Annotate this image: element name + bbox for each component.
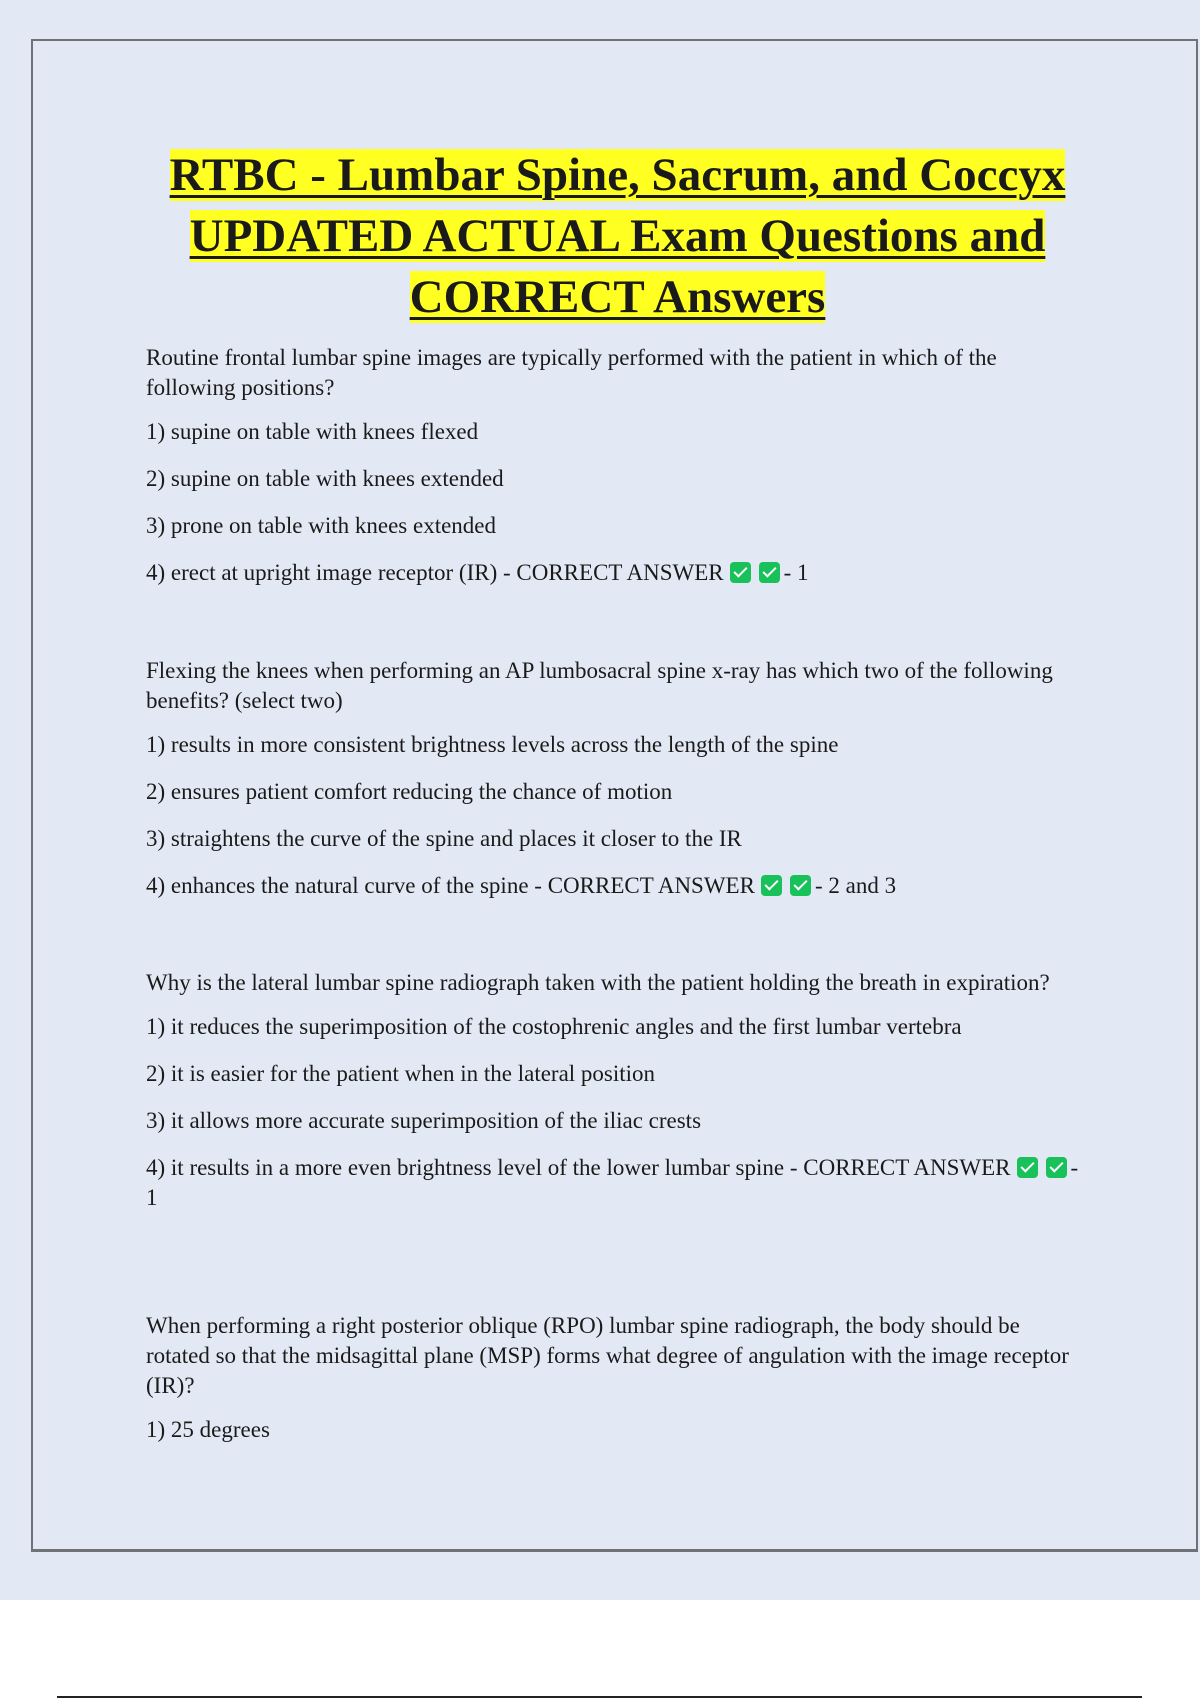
correct-answer-value: - 2 and 3 [814,873,897,898]
green-checkmark-icon [1046,1157,1067,1178]
question-text: Why is the lateral lumbar spine radiograph taken with the patient holding the breath in expiration? [146,970,1050,995]
green-checkmark-icon [730,562,751,583]
option-4-with-answer [146,1153,1086,1213]
option-1: 1) supine on table with knees flexed [146,419,479,444]
question-block-2 [146,656,1086,918]
question-block-1 [146,343,1086,605]
question-text: When performing a right posterior oblique (RPO) lumbar spine radiograph, the body should be rotated so that the midsagittal plane (MSP) forms what degree of angulation with the image receptor (IR)? [146,1313,1069,1398]
question-text: Routine frontal lumbar spine images are typically performed with the patient in which of the following positions? [146,345,997,400]
green-checkmark-icon [759,562,780,583]
question-text: Flexing the knees when performing an AP lumbosacral spine x-ray has which two of the following benefits? (select two) [146,658,1053,713]
correct-answer-value: - 1 [783,560,809,585]
question-block-4 [146,1311,1086,1462]
option-1: 1) 25 degrees [146,1417,270,1442]
correct-answer-value: - 1 [146,1155,1079,1210]
document-title [60,145,1175,328]
green-checkmark-icon [1017,1157,1038,1178]
bottom-divider [57,1696,1142,1698]
option-3: 3) straightens the curve of the spine and places it closer to the IR [146,826,742,851]
green-checkmark-icon [790,875,811,896]
option-2: 2) supine on table with knees extended [146,466,504,491]
option-4-text: 4) erect at upright image receptor (IR) - CORRECT ANSWER [146,560,724,585]
option-3: 3) prone on table with knees extended [146,513,496,538]
option-4-with-answer [146,558,1086,588]
option-4-with-answer [146,871,1086,901]
title-line-2: UPDATED ACTUAL Exam Questions and [189,210,1046,262]
option-4-text: 4) enhances the natural curve of the spine - CORRECT ANSWER [146,873,755,898]
option-2: 2) it is easier for the patient when in the lateral position [146,1061,656,1086]
question-block-3 [146,968,1086,1230]
green-checkmark-icon [761,875,782,896]
option-3: 3) it allows more accurate superimposition of the iliac crests [146,1108,702,1133]
option-1: 1) results in more consistent brightness levels across the length of the spine [146,732,839,757]
option-1: 1) it reduces the superimposition of the costophrenic angles and the first lumbar vertebra [146,1014,962,1039]
option-2: 2) ensures patient comfort reducing the chance of motion [146,779,673,804]
title-line-3: CORRECT Answers [409,271,826,323]
title-line-1: RTBC - Lumbar Spine, Sacrum, and Coccyx [169,149,1066,201]
option-4-text: 4) it results in a more even brightness level of the lower lumbar spine - CORRECT ANSWER [146,1155,1011,1180]
